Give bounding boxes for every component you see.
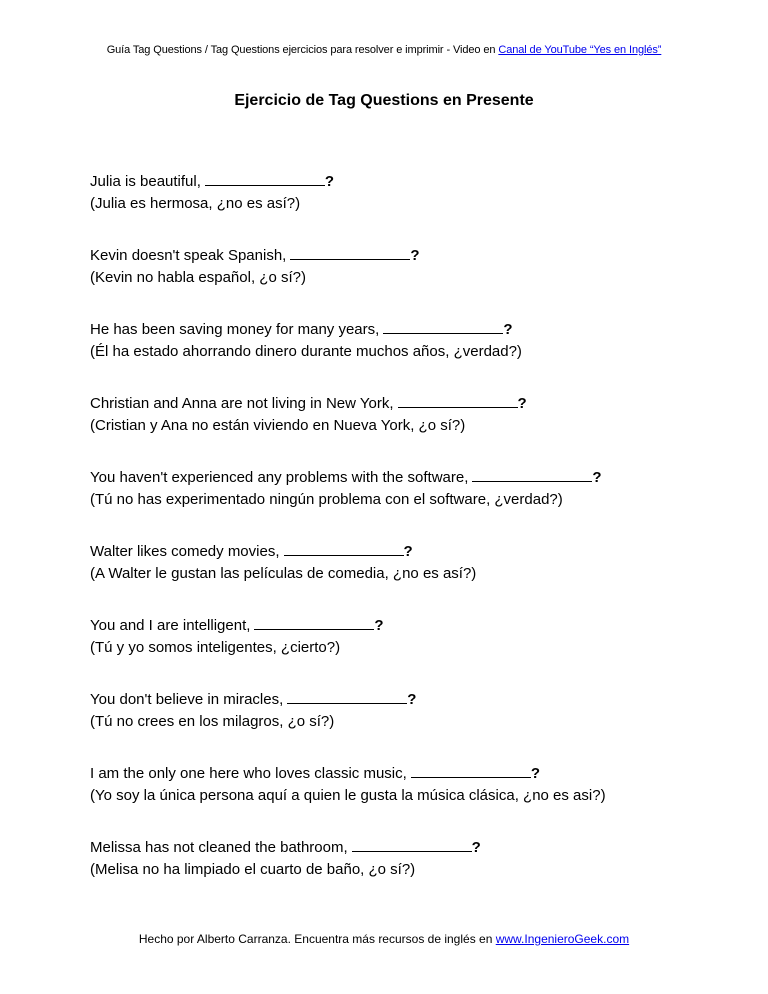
exercise-item: [90, 688, 730, 762]
youtube-channel-link[interactable]: Canal de YouTube “Yes en Inglés”: [498, 44, 662, 56]
exercise-item: [90, 244, 730, 318]
answer-blank: [472, 466, 592, 482]
exercise-translation: (Yo soy la única persona aquí a quien le gusta la música clásica, ¿no es asi?): [90, 787, 606, 804]
exercise-sentence: Walter likes comedy movies,: [90, 543, 280, 560]
answer-blank: [352, 836, 472, 852]
exercise-item: [90, 540, 730, 614]
exercise-item: [90, 392, 730, 466]
exercise-item: [90, 318, 730, 392]
exercise-translation: (Tú no crees en los milagros, ¿o sí?): [90, 713, 335, 730]
page-header: [0, 44, 768, 56]
question-mark: ?: [530, 765, 540, 782]
question-mark: ?: [410, 247, 420, 264]
page-footer: [0, 932, 768, 946]
question-mark: ?: [374, 617, 384, 634]
website-link[interactable]: www.IngenieroGeek.com: [495, 932, 630, 946]
page-title: Ejercicio de Tag Questions en Presente: [234, 92, 534, 109]
question-mark: ?: [324, 173, 335, 190]
question-mark: ?: [592, 469, 602, 486]
exercise-item: [90, 466, 730, 540]
answer-blank: [411, 762, 531, 778]
answer-blank: [254, 614, 374, 630]
exercise-sentence: You and I are intelligent,: [90, 617, 251, 634]
exercise-list: [90, 170, 730, 910]
exercise-translation: (A Walter le gustan las películas de comedia, ¿no es así?): [90, 565, 477, 582]
question-mark: ?: [403, 543, 413, 560]
exercise-sentence: Kevin doesn't speak Spanish,: [90, 247, 287, 264]
footer-text: Hecho por Alberto Carranza. Encuentra más recursos de inglés en: [138, 932, 496, 946]
answer-blank: [284, 540, 404, 556]
question-mark: ?: [503, 321, 513, 338]
exercise-translation: (Tú y yo somos inteligentes, ¿cierto?): [90, 639, 341, 656]
exercise-item: [90, 614, 730, 688]
exercise-translation: (Kevin no habla español, ¿o sí?): [90, 269, 306, 286]
question-mark: ?: [517, 395, 527, 412]
exercise-translation: (Cristian y Ana no están viviendo en Nueva York, ¿o sí?): [90, 417, 466, 434]
exercise-item: [90, 170, 730, 244]
exercise-translation: (Tú no has experimentado ningún problema con el software, ¿verdad?): [90, 491, 563, 508]
exercise-item: [90, 836, 730, 910]
exercise-sentence: Christian and Anna are not living in New York,: [90, 395, 394, 412]
exercise-translation: (Julia es hermosa, ¿no es así?): [90, 195, 301, 212]
answer-blank: [290, 244, 410, 260]
exercise-sentence: He has been saving money for many years,: [90, 321, 380, 338]
header-text: Guía Tag Questions / Tag Questions ejercicios para resolver e imprimir - Video en: [106, 44, 499, 56]
question-mark: ?: [471, 839, 481, 856]
answer-blank: [383, 318, 503, 334]
answer-blank: [205, 170, 325, 186]
exercise-sentence: I am the only one here who loves classic music,: [90, 765, 407, 782]
exercise-sentence: You haven't experienced any problems with the software,: [90, 469, 469, 486]
exercise-sentence: Melissa has not cleaned the bathroom,: [90, 839, 348, 856]
exercise-sentence: Julia is beautiful,: [90, 173, 201, 190]
exercise-sentence: You don't believe in miracles,: [90, 691, 284, 708]
answer-blank: [398, 392, 518, 408]
exercise-translation: (Melisa no ha limpiado el cuarto de baño, ¿o sí?): [90, 861, 416, 878]
exercise-translation: (Él ha estado ahorrando dinero durante muchos años, ¿verdad?): [90, 343, 522, 360]
exercise-item: [90, 762, 730, 836]
answer-blank: [287, 688, 407, 704]
question-mark: ?: [407, 691, 417, 708]
